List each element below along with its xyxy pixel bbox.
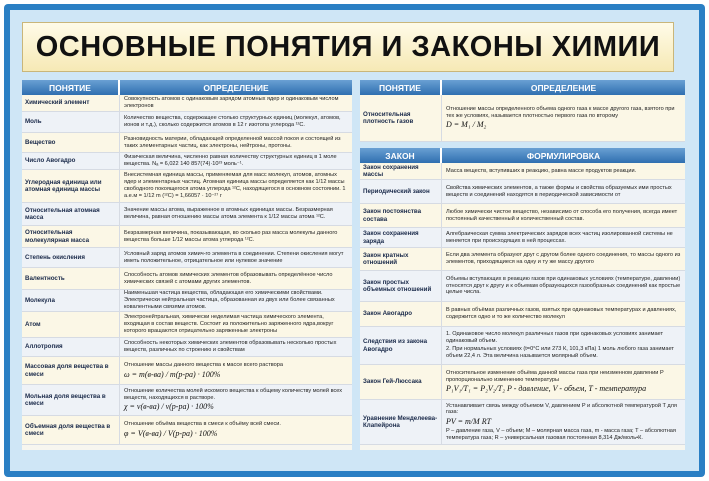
row-definition [120, 226, 352, 247]
row-definition-text: Алгебраическая сумма электрических зарядов всех частиц изолированной системы не меняется при происходящих в ней процессах. [446, 230, 673, 244]
table-row [22, 338, 352, 357]
row-definition [120, 290, 352, 311]
row-definition [120, 268, 352, 289]
row-definition [120, 338, 352, 356]
row-definition [442, 400, 685, 444]
row-definition [442, 204, 685, 227]
table-row [360, 180, 685, 204]
laws-table-header [360, 148, 685, 163]
table-row [22, 268, 352, 290]
row-term: Относительная плотность газов [360, 95, 442, 141]
row-definition-text: Электронейтральная, химически неделимая частица химического элемента, входящая в состав веществ. Состоит из положительно заряженного ядра,вокруг которого вращаются отрицательно заряженные электроны [124, 314, 334, 334]
table-row [22, 248, 352, 268]
row-definition [120, 133, 352, 152]
row-formula: PV = m/M RT [446, 417, 492, 427]
row-definition-text: Совокупность атомов с одинаковым зарядом атомных ядер и одинаковым числом электронов [124, 96, 339, 109]
table-row [360, 271, 685, 302]
row-definition-text: Способность атомов химических элементов образовывать определённое число химических связей с атомами других элементов. [124, 271, 333, 285]
row-formula: χ = ν(в-ва) / ν(р-ра) · 100% [124, 402, 214, 412]
table-row [22, 385, 352, 416]
row-definition-text: Отношение массы данного вещества к массе всего раствора [124, 361, 284, 368]
row-definition-text: Отношение количества молей искомого вещества к общему количеству молей всех веществ, находящихся в растворе. [124, 387, 343, 401]
row-definition-text: Наименьшая частица вещества, обладающая его химическими свойствами. Электрически нейтральная частица, образованная из двух или более связанных ковалентными связями атомов. [124, 290, 335, 310]
row-definition-text: Разновидность материи, обладающей определенной массой покоя и состоящей из таких элементарных частиц, как электроны, нейтроны, протоны. [124, 135, 341, 149]
row-term: Закон Авогадро [360, 302, 442, 326]
row-term: Мольная доля вещества в смеси [22, 385, 120, 415]
row-definition-text: Отношение массы определенного объема одного газа к массе другого газа, взятого при тех же условиях, называется плотностью первого газа по второму [446, 105, 675, 119]
row-definition-text: Относительное изменение объёма данной массы газа при неизменном давлении P пропорционально изменению температуры [446, 369, 664, 383]
row-term: Массовая доля вещества в смеси [22, 357, 120, 384]
row-definition [442, 365, 685, 399]
row-term: Степень окисления [22, 248, 120, 267]
table-row [360, 365, 685, 400]
table-row [22, 203, 352, 226]
row-term: Закон простых объемных отношений [360, 271, 442, 301]
density-table [360, 80, 685, 142]
row-definition [442, 327, 685, 364]
table-row [22, 170, 352, 203]
row-formula: P₁V₁/T₁ = P₂V₂/T₂ P - давление, V - объем, T - температура [446, 384, 647, 394]
row-definition-text: Любое химически чистое вещество, независимо от способа его получения, всегда имеет постоянный качественный и количественный состав. [446, 208, 678, 222]
row-definition-text: Если два элемента образуют друг с другом более одного соединения, то массы одного из элементов, приходящиеся на одну и ту же массу другого [446, 252, 681, 265]
header-term: ПОНЯТИЕ [22, 80, 120, 95]
row-definition-text: 1. Одинаковое число молекул различных газов при одинаковых условиях занимает одинаковый объем. [446, 331, 664, 345]
header-formulation: ФОРМУЛИРОВКА [442, 148, 685, 163]
row-definition-text: Устанавливает связь между объемом V, давлением P и абсолютной температурой T для газа: [446, 402, 677, 416]
row-term: Валентность [22, 268, 120, 289]
row-definition [120, 112, 352, 132]
row-definition-text: Объемы вступающих в реакцию газов при одинаковых условиях (температуре, давлении) относятся друг к другу и к объемам образующихся газообразных соединений как простые целые числа. [446, 275, 681, 296]
row-formula: ω = m(в-ва) / m(р-ра) · 100% [124, 369, 221, 379]
row-formula: φ = V(в-ва) / V(р-ра) · 100% [124, 429, 218, 439]
row-formula: D = M₁ / M₂ [446, 120, 487, 130]
row-term: Закон кратных отношений [360, 248, 442, 270]
table-row [22, 112, 352, 133]
table-row [22, 153, 352, 170]
poster-title: ОСНОВНЫЕ ПОНЯТИЯ И ЗАКОНЫ ХИМИИ [35, 30, 661, 63]
row-term: Углеродная единица или атомная единица массы [22, 170, 120, 202]
row-definition [120, 248, 352, 267]
row-definition [442, 228, 685, 247]
row-definition-text: Масса веществ, вступивших в реакцию, равна массе продуктов реакции. [446, 167, 637, 174]
row-definition [120, 385, 352, 415]
table-row [360, 302, 685, 327]
row-definition-text: Значение массы атома, выраженное в атомных единицах массы. Безразмерная величина, равная отношению массы атома элемента к 1/12 массы атома ¹²C. [124, 207, 333, 220]
row-definition [120, 357, 352, 384]
table-row [22, 357, 352, 385]
row-definition-text: Условный заряд атомов химич-го элемента в соединении. Степени окисления могут иметь положительное, отрицательное или нулевое значение [124, 250, 344, 264]
table-row [22, 95, 352, 112]
row-definition-extra: 2. При нормальных условиях (t=0°C или 273 К, 101,3 кПа) 1 моль любого газа занимает объем 22,4 л. Эта величина называется молярный объем. [446, 346, 674, 359]
header-term: ПОНЯТИЕ [360, 80, 442, 95]
table-row [360, 204, 685, 228]
row-definition [442, 248, 685, 270]
concepts-table-header [22, 80, 352, 95]
row-term: Закон постоянства состава [360, 204, 442, 227]
table-row [360, 400, 685, 445]
table-row [360, 248, 685, 271]
row-term: Моль [22, 112, 120, 132]
row-term: Периодический закон [360, 180, 442, 203]
table-row [360, 95, 685, 142]
row-term: Относительная атомная масса [22, 203, 120, 225]
table-row [22, 416, 352, 445]
row-term: Объемная доля вещества в смеси [22, 416, 120, 444]
row-definition [120, 312, 352, 337]
table-row [360, 163, 685, 180]
row-definition [442, 95, 685, 141]
row-term: Молекула [22, 290, 120, 311]
row-definition [120, 416, 352, 444]
row-term: Химический элемент [22, 95, 120, 111]
row-term: Атом [22, 312, 120, 337]
row-term: Число Авогадро [22, 153, 120, 169]
table-row [360, 327, 685, 365]
row-definition-extra: P – давление газа, V – объем; M – молярная масса газа, m - масса газа; T – абсолютная температура газа; R – универсальная газовая постоянная 8,314 Дж/моль•К. [446, 427, 676, 441]
row-term: Закон сохранения заряда [360, 228, 442, 247]
table-row [360, 228, 685, 248]
density-table-header [360, 80, 685, 95]
row-definition-text: Безразмерная величина, показывающая, во сколько раз масса молекулы данного вещества больше 1/12 массы атома углерода ¹²C. [124, 229, 338, 243]
row-term: Аллотропия [22, 338, 120, 356]
table-row [22, 133, 352, 153]
row-definition-text: В равных объёмах различных газов, взятых при одинаковых температурах и давлениях, содержится одно и то же количество молекул [446, 307, 677, 320]
concepts-table [22, 80, 352, 450]
row-definition-text: Количество вещества, содержащее столько структурных единиц (молекул, атомов, ионов и т.д.), сколько содержится атомов в 12 г изотопа углерода ¹²C. [124, 115, 341, 128]
row-definition-text: Физическая величина, численно равная количеству структурных единиц в 1 моле вещества. Nₐ = 6,022 140 857(74)·10²³ моль⁻¹. [124, 154, 337, 167]
row-definition-text: Свойства химических элементов, а также формы и свойства образуемых ими простых веществ и соединений находятся в периодической зависимости от [446, 184, 672, 198]
row-definition [120, 170, 352, 202]
row-term: Вещество [22, 133, 120, 152]
row-definition [442, 271, 685, 301]
row-term: Следствия из закона Авогадро [360, 327, 442, 364]
row-definition-text: Внесистемная единица массы, применяемая для масс молекул, атомов, атомных ядер и элементарных частиц. Атомная единица массы определяется как 1/12 массы свободного покоящегося атома углерода ¹²C, находящегося в основном состоянии. 1 а.е.м = 1/12 m (¹²C) = 1,66057 · 10⁻²⁷ г [124, 172, 346, 199]
table-row [22, 312, 352, 338]
poster-title-bar [22, 22, 674, 72]
header-definition: ОПРЕДЕЛЕНИЕ [120, 80, 352, 95]
laws-table [360, 148, 685, 450]
row-definition-text: Способность некоторых химических элементов образовывать несколько простых веществ, различных по строению и свойствам [124, 340, 337, 353]
table-row [22, 226, 352, 248]
row-definition [442, 163, 685, 179]
row-term: Уравнение Менделеева-Клапейрона [360, 400, 442, 444]
row-definition [442, 302, 685, 326]
row-definition [120, 203, 352, 225]
row-definition [442, 180, 685, 203]
row-term: Закон сохранения массы [360, 163, 442, 179]
table-row [22, 290, 352, 312]
row-term: Относительная молекулярная масса [22, 226, 120, 247]
header-definition: ОПРЕДЕЛЕНИЕ [442, 80, 685, 95]
row-definition [120, 95, 352, 111]
row-definition [120, 153, 352, 169]
row-definition-text: Отношение объёма вещества в смеси к объёму всей смеси. [124, 421, 281, 428]
header-law: ЗАКОН [360, 148, 442, 163]
row-term: Закон Гей-Люссака [360, 365, 442, 399]
